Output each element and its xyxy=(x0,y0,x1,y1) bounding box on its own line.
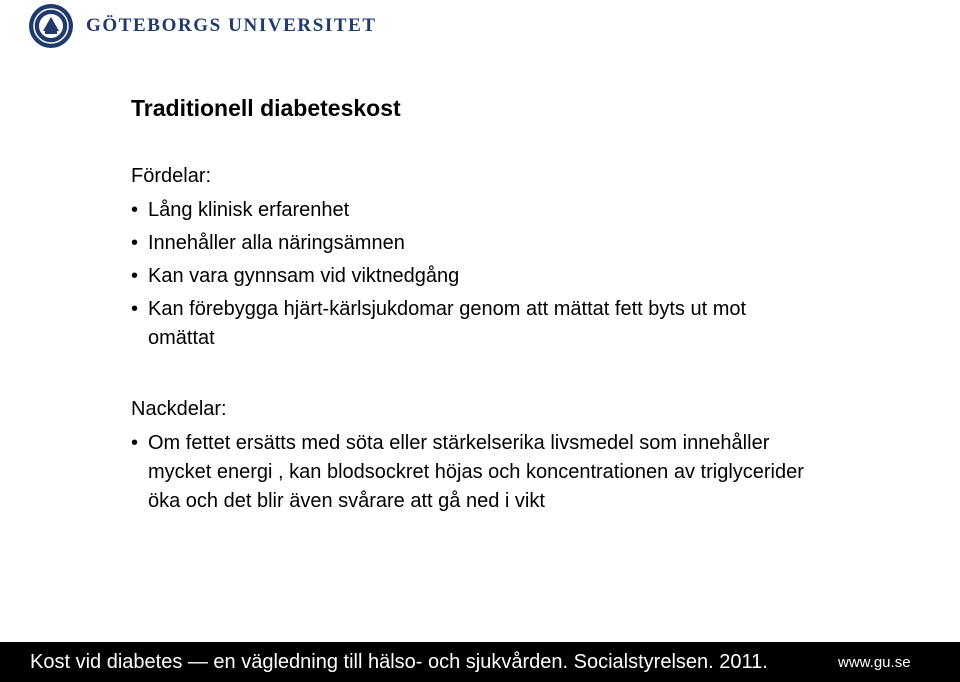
header xyxy=(28,2,377,50)
list-item: • Om fettet ersätts med söta eller stärkelserika livsmedel som innehåller mycket energi , kan blodsockret höjas och koncentrationen av triglycerider öka och det blir även svårare att gå ned i vikt xyxy=(131,429,821,516)
slide-title: Traditionell diabeteskost xyxy=(131,95,401,121)
footer-url[interactable]: www.gu.se xyxy=(838,653,911,671)
list-item: • Innehåller alla näringsämnen xyxy=(131,229,811,258)
pros-label: Fördelar: xyxy=(131,165,212,187)
university-seal-icon xyxy=(28,3,74,49)
cons-list xyxy=(131,429,821,520)
footer-citation: Kost vid diabetes — en vägledning till hälso- och sjukvården. Socialstyrelsen. 2011. xyxy=(30,650,768,673)
university-name: GÖTEBORGS UNIVERSITET xyxy=(86,15,377,36)
cons-label: Nackdelar: xyxy=(131,398,227,420)
list-item: • Kan vara gynnsam vid viktnedgång xyxy=(131,262,811,291)
list-item: • Lång klinisk erfarenhet xyxy=(131,196,811,225)
footer-bar xyxy=(0,642,960,682)
pros-list xyxy=(131,196,811,357)
list-item: • Kan förebygga hjärt-kärlsjukdomar genom att mättat fett byts ut mot omättat xyxy=(131,295,811,353)
